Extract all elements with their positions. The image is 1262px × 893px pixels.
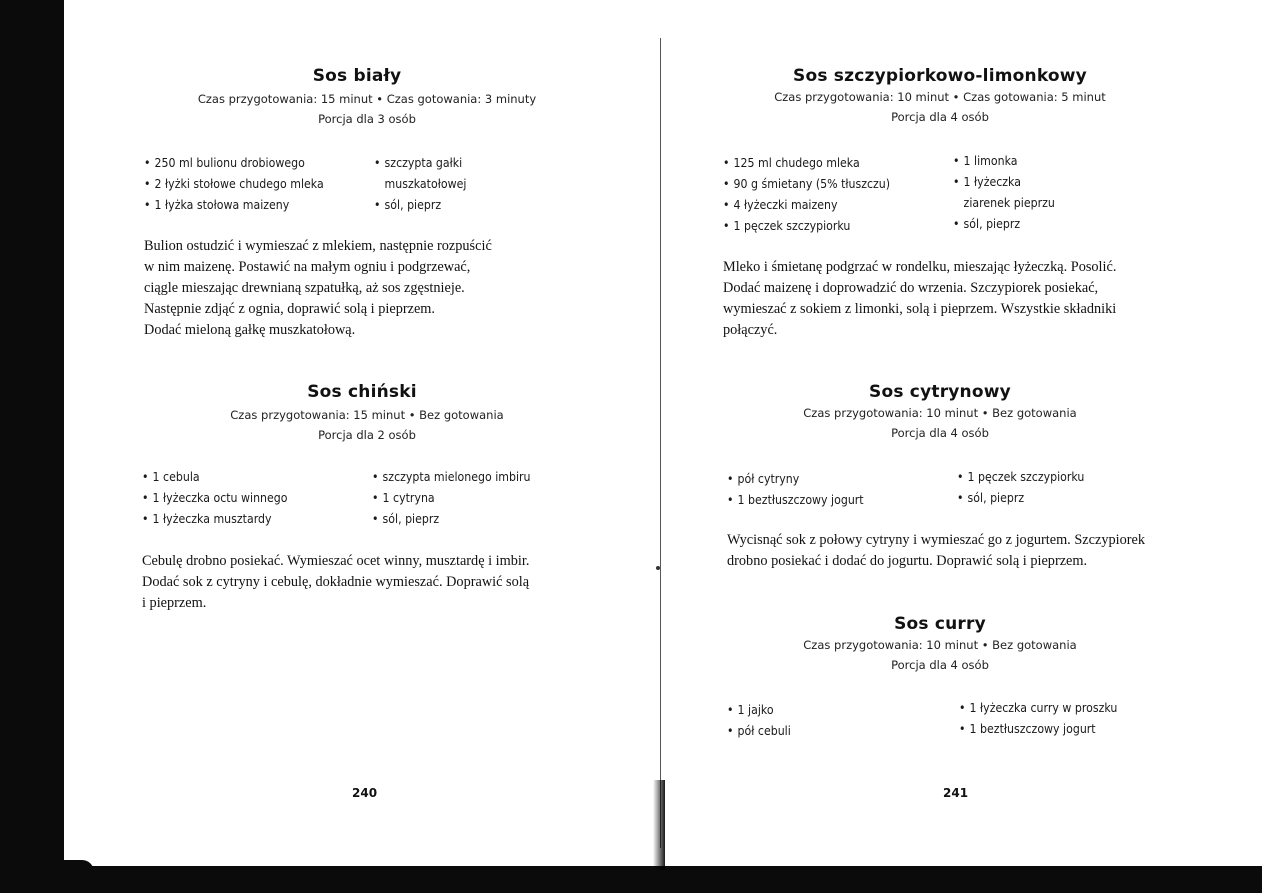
book-gutter	[653, 0, 665, 893]
method-line: Dodać maizenę i doprowadzić do wrzenia. Szczypiorek posiekać,	[723, 280, 1099, 296]
recipe-time-info: Czas przygotowania: 10 minut • Czas gotowania: 5 minut	[774, 90, 1106, 104]
scan-dark-margin-left	[0, 0, 64, 893]
recipe-sos-curry	[725, 614, 1155, 675]
method-line: drobno posiekać i dodać do jogurtu. Doprawić solą i pieprzem.	[727, 553, 1088, 569]
ingredients-column-1	[142, 466, 307, 529]
ingredient-item: • 250 ml bulionu drobiowego	[144, 152, 324, 173]
ingredient-item: • 1 jajko	[727, 699, 791, 720]
ingredients-column-1	[144, 152, 348, 215]
method-line: ciągle mieszając drewnianą szpatułką, aż sos zgęstnieje.	[144, 280, 465, 296]
ingredient-item: • 1 beztłuszczowy jogurt	[727, 489, 864, 510]
recipe-sos-szczypiorkowo-limonkowy	[725, 66, 1155, 127]
recipe-method	[727, 530, 1145, 572]
scan-dust-mark	[656, 566, 660, 570]
ingredient-item: • sól, pieprz	[372, 508, 531, 529]
ingredient-item: • 4 łyżeczki maizeny	[723, 194, 890, 215]
method-line: Następnie zdjąć z ognia, doprawić solą i pieprzem.	[144, 301, 435, 317]
book-spine-line	[660, 38, 661, 848]
method-line: Wycisnąć sok z połowy cytryny i wymieszać go z jogurtem. Szczypiorek	[727, 532, 1145, 548]
method-line: i pieprzem.	[142, 595, 207, 611]
recipe-title: Sos szczypiorkowo-limonkowy	[793, 66, 1087, 86]
page-number: 240	[352, 786, 378, 800]
ingredient-item: • 1 pęczek szczypiorku	[957, 466, 1084, 487]
recipe-title: Sos biały	[312, 66, 402, 86]
recipe-time-info: Czas przygotowania: 10 minut • Bez gotowania	[803, 638, 1077, 652]
ingredients-column-2	[372, 466, 552, 529]
ingredient-item: • pół cebuli	[727, 720, 791, 741]
recipe-title: Sos curry	[894, 614, 986, 634]
ingredients-list	[727, 699, 1147, 745]
ingredient-item: • 1 cebula	[142, 466, 288, 487]
ingredient-item: • 1 łyżeczka	[953, 171, 1055, 192]
recipe-title: Sos chiński	[307, 382, 417, 402]
recipe-sos-chinski	[142, 382, 592, 445]
ingredient-item: • pół cytryny	[727, 468, 864, 489]
recipe-title: Sos cytrynowy	[869, 382, 1011, 402]
ingredient-item: • sól, pieprz	[374, 194, 466, 215]
recipe-method	[144, 236, 492, 341]
method-line: Dodać sok z cytryny i cebulę, dokładnie wymieszać. Doprawić solą	[142, 574, 530, 590]
ingredient-item: • 1 limonka	[953, 150, 1055, 171]
ingredients-list	[723, 152, 1143, 242]
ingredients-column-2	[957, 466, 1102, 508]
ingredient-item: • 1 beztłuszczowy jogurt	[959, 718, 1117, 739]
method-line: połączyć.	[723, 322, 778, 338]
ingredient-item: • 1 łyżeczka octu winnego	[142, 487, 288, 508]
recipe-sos-bialy	[142, 66, 592, 129]
recipe-servings: Porcja dla 4 osób	[891, 658, 989, 672]
recipe-time-info: Czas przygotowania: 15 minut • Czas gotowania: 3 minuty	[197, 92, 537, 106]
ingredient-item: • 1 łyżka stołowa maizeny	[144, 194, 324, 215]
ingredient-item: • sól, pieprz	[957, 487, 1084, 508]
right-page	[665, 0, 1262, 866]
ingredient-item: • sól, pieprz	[953, 213, 1055, 234]
recipe-servings: Porcja dla 3 osób	[318, 112, 416, 126]
ingredients-column-2	[953, 150, 1069, 234]
recipe-sos-cytrynowy	[725, 382, 1155, 443]
ingredient-item: • 125 ml chudego mleka	[723, 152, 890, 173]
ingredient-item: • 1 łyżeczka curry w proszku	[959, 697, 1117, 718]
ingredients-column-1	[727, 468, 882, 510]
ingredients-column-1	[723, 152, 913, 236]
method-line: Mleko i śmietanę podgrzać w rondelku, mieszając łyżeczką. Posolić.	[723, 259, 1117, 275]
method-line: Cebulę drobno posiekać. Wymieszać ocet winny, musztardę i imbir.	[142, 553, 530, 569]
recipe-servings: Porcja dla 4 osób	[891, 426, 989, 440]
gutter-shadow	[653, 780, 665, 870]
ingredients-column-1	[727, 699, 799, 741]
ingredients-column-2	[374, 152, 479, 215]
ingredient-item-continued: muszkatołowej	[384, 176, 467, 191]
recipe-method	[142, 551, 529, 614]
recipe-servings: Porcja dla 2 osób	[318, 428, 416, 442]
recipe-time-info: Czas przygotowania: 15 minut • Bez gotowania	[230, 408, 504, 422]
left-page	[64, 0, 653, 866]
ingredients-list	[727, 468, 1147, 514]
method-line: Bulion ostudzić i wymieszać z mlekiem, następnie rozpuścić	[144, 238, 492, 254]
recipe-method	[723, 257, 1116, 341]
ingredient-item: • 1 pęczek szczypiorku	[723, 215, 890, 236]
ingredient-item: • 90 g śmietany (5% tłuszczu)	[723, 173, 890, 194]
recipe-time-info: Czas przygotowania: 10 minut • Bez gotowania	[803, 406, 1077, 420]
ingredient-item: • szczypta gałki	[374, 152, 466, 173]
ingredient-item: • 1 cytryna	[372, 487, 531, 508]
scan-dark-notch	[50, 18, 64, 58]
method-line: Dodać mieloną gałkę muszkatołową.	[144, 322, 356, 338]
method-line: w nim maizenę. Postawić na małym ogniu i podgrzewać,	[144, 259, 471, 275]
ingredient-item: • szczypta mielonego imbiru	[372, 466, 531, 487]
ingredients-column-2	[959, 697, 1139, 739]
ingredient-item: • 2 łyżki stołowe chudego mleka	[144, 173, 324, 194]
ingredient-item: • 1 łyżeczka musztardy	[142, 508, 288, 529]
recipe-servings: Porcja dla 4 osób	[891, 110, 989, 124]
ingredients-list	[142, 466, 592, 536]
method-line: wymieszać z sokiem z limonki, solą i pieprzem. Wszystkie składniki	[723, 301, 1117, 317]
ingredient-item-continued: ziarenek pieprzu	[963, 195, 1055, 210]
ingredients-list	[144, 152, 564, 222]
page-number: 241	[943, 786, 969, 800]
